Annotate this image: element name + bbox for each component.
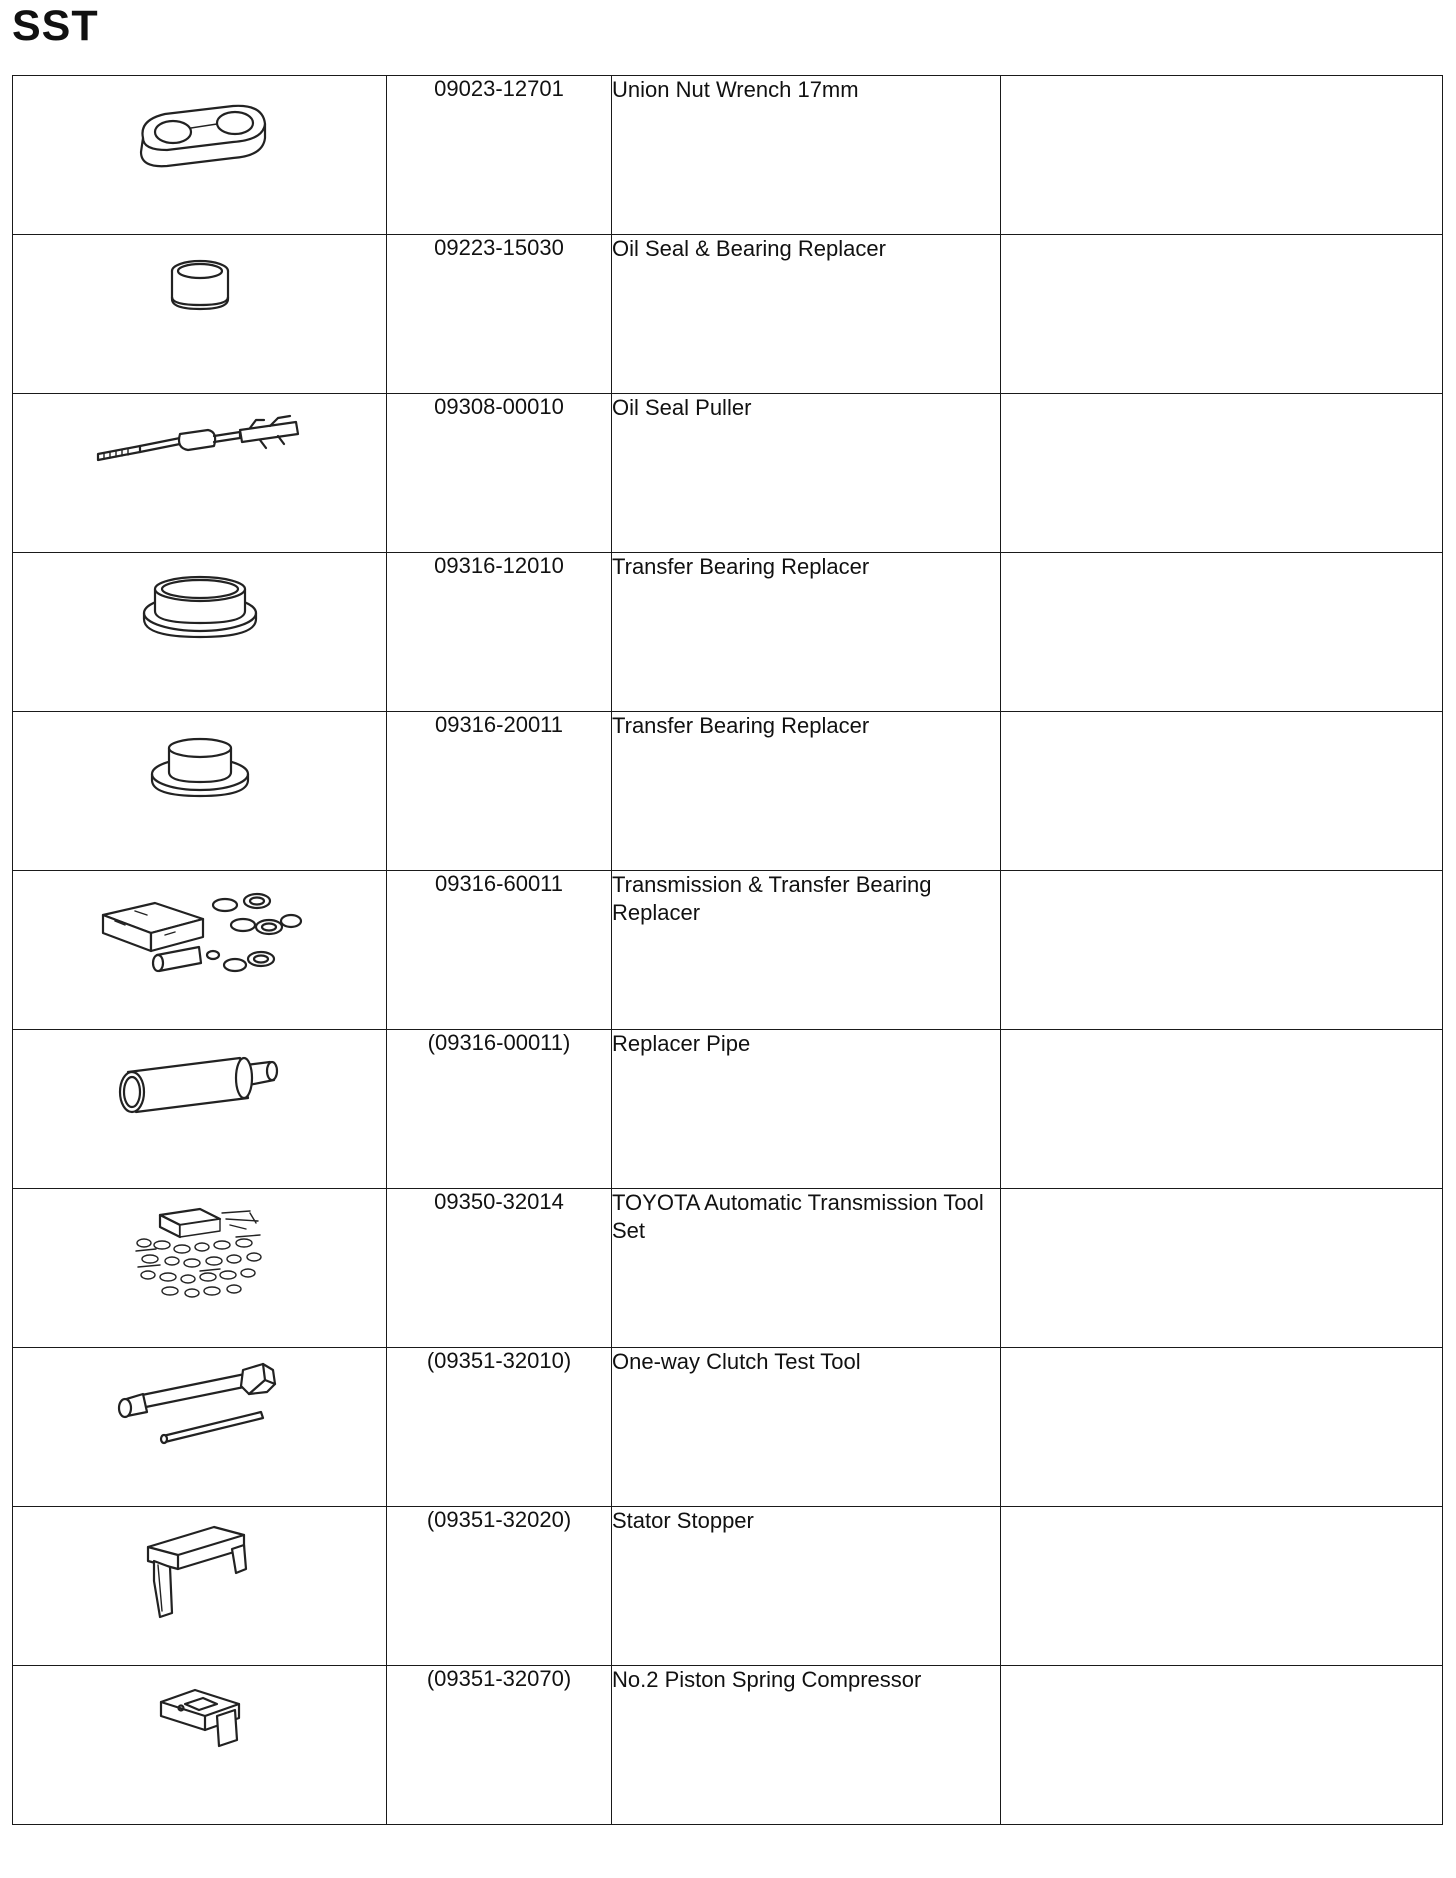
tool-name: Transmission & Transfer Bearing Replacer	[612, 871, 1001, 1030]
empty-cell	[1001, 1666, 1443, 1825]
part-number: 09223-15030	[387, 235, 612, 394]
part-number: 09316-12010	[387, 553, 612, 712]
tool-illustration-cell	[13, 1666, 387, 1825]
piston-spring-compressor-icon	[155, 1680, 245, 1750]
part-number: (09351-32020)	[387, 1507, 612, 1666]
empty-cell	[1001, 235, 1443, 394]
union-nut-wrench-icon	[125, 90, 275, 180]
tool-illustration-cell	[13, 1348, 387, 1507]
tool-name: Stator Stopper	[612, 1507, 1001, 1666]
table-row	[13, 1189, 1443, 1348]
tool-illustration-cell	[13, 1189, 387, 1348]
table-row	[13, 1348, 1443, 1507]
empty-cell	[1001, 1348, 1443, 1507]
tool-name: Transfer Bearing Replacer	[612, 553, 1001, 712]
empty-cell	[1001, 1189, 1443, 1348]
part-number: 09308-00010	[387, 394, 612, 553]
tool-illustration-cell	[13, 394, 387, 553]
empty-cell	[1001, 1507, 1443, 1666]
part-number: 09316-20011	[387, 712, 612, 871]
empty-cell	[1001, 76, 1443, 235]
tool-illustration-cell	[13, 235, 387, 394]
tool-illustration-cell	[13, 76, 387, 235]
part-number: 09316-60011	[387, 871, 612, 1030]
part-number: 09350-32014	[387, 1189, 612, 1348]
empty-cell	[1001, 871, 1443, 1030]
table-row	[13, 871, 1443, 1030]
table-row	[13, 394, 1443, 553]
empty-cell	[1001, 553, 1443, 712]
tool-illustration-cell	[13, 871, 387, 1030]
table-row	[13, 712, 1443, 871]
table-row	[13, 1030, 1443, 1189]
empty-cell	[1001, 712, 1443, 871]
part-number: (09351-32070)	[387, 1666, 612, 1825]
part-number: (09351-32010)	[387, 1348, 612, 1507]
tool-name: Union Nut Wrench 17mm	[612, 76, 1001, 235]
page-title: SST	[12, 2, 99, 50]
tool-illustration-cell	[13, 553, 387, 712]
bearing-replacer-set-icon	[95, 885, 305, 985]
oil-seal-bearing-replacer-icon	[160, 249, 240, 329]
table-row	[13, 1507, 1443, 1666]
table-row	[13, 235, 1443, 394]
tool-name: TOYOTA Automatic Transmission Tool Set	[612, 1189, 1001, 1348]
sst-table	[12, 75, 1443, 1825]
tool-illustration-cell	[13, 1507, 387, 1666]
table-row	[13, 1666, 1443, 1825]
replacer-pipe-icon	[110, 1044, 290, 1124]
tool-name: No.2 Piston Spring Compressor	[612, 1666, 1001, 1825]
transfer-bearing-replacer-icon	[145, 726, 255, 806]
part-number: 09023-12701	[387, 76, 612, 235]
tool-name: Oil Seal & Bearing Replacer	[612, 235, 1001, 394]
tool-set-icon	[130, 1203, 270, 1303]
stator-stopper-icon	[140, 1521, 260, 1621]
tool-name: One-way Clutch Test Tool	[612, 1348, 1001, 1507]
tool-name: Oil Seal Puller	[612, 394, 1001, 553]
oil-seal-puller-icon	[90, 408, 310, 478]
tool-name: Transfer Bearing Replacer	[612, 712, 1001, 871]
table-row	[13, 76, 1443, 235]
clutch-test-tool-icon	[115, 1362, 285, 1452]
empty-cell	[1001, 394, 1443, 553]
empty-cell	[1001, 1030, 1443, 1189]
table-row	[13, 553, 1443, 712]
tool-name: Replacer Pipe	[612, 1030, 1001, 1189]
tool-illustration-cell	[13, 712, 387, 871]
tool-illustration-cell	[13, 1030, 387, 1189]
transfer-bearing-replacer-wide-icon	[135, 567, 265, 647]
part-number: (09316-00011)	[387, 1030, 612, 1189]
